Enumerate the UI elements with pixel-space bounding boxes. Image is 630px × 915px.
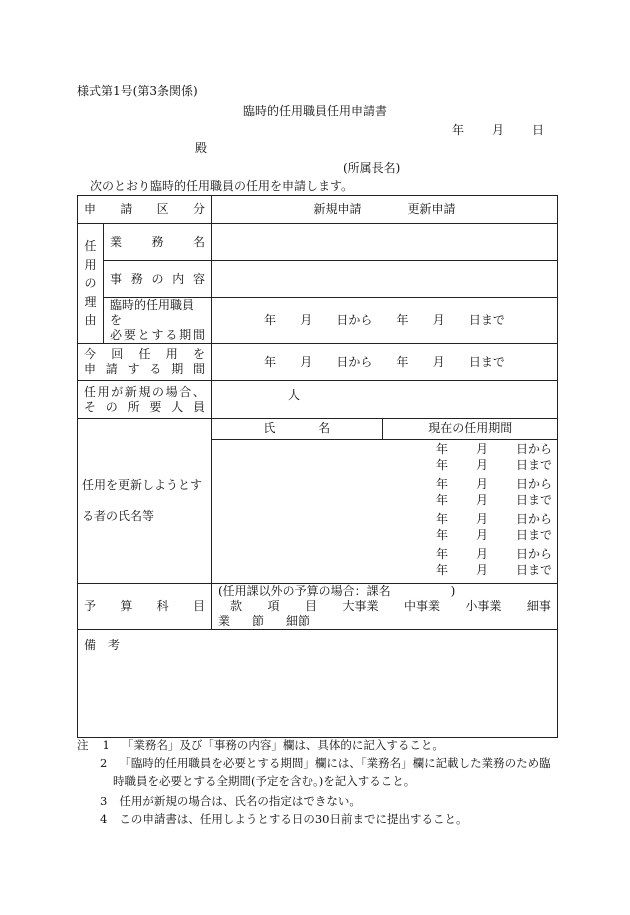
required-period-label: 臨時的任用職員を 必 要 と す る 期 間 <box>104 298 212 344</box>
application-type-label: 申 請 区 分 <box>78 196 212 224</box>
renew-period-4[interactable]: 年 月 日から 年 月 日まで <box>435 546 552 577</box>
headcount-label: 任 用 が 新 規 の 場 合 、 そ の 所 要 人 員 <box>78 381 212 419</box>
row-apply-period <box>78 344 558 381</box>
row-work-content <box>78 261 558 298</box>
form-code: 様式第1号(第3条関係) <box>77 84 198 98</box>
date-month: 月 <box>492 123 505 137</box>
remarks-label: 備 考 <box>84 638 121 652</box>
note-2: 2 「臨時的任用職員を必要とする期間」欄には、「業務名」欄に記載した業務のため臨 <box>100 756 551 770</box>
addressee: 殿 <box>195 141 208 155</box>
renew-period-2[interactable]: 年 月 日から 年 月 日まで <box>435 476 552 507</box>
name-header: 氏 名 <box>212 419 382 439</box>
note-2-continued: 時職員を必要とする全期間(予定を含む。)を記入すること。 <box>113 774 416 788</box>
renew-name-3[interactable] <box>212 510 382 545</box>
date-year: 年 <box>452 123 465 137</box>
headcount-field[interactable] <box>212 381 558 419</box>
row-headcount <box>78 381 558 419</box>
apply-period-label: 今 回 任 用 を 申 請 す る 期 間 <box>78 344 212 381</box>
work-name-label: 業 務 名 <box>104 224 212 261</box>
renewal-label: 任用を更新しようとす る者の氏名等 <box>78 419 212 584</box>
budget-note: (任用課以外の予算の場合：課名 ) <box>218 584 456 598</box>
current-period-header: 現在の任用期間 <box>382 419 558 439</box>
work-content-label: 事 務 の 内 容 <box>104 261 212 298</box>
application-form-table <box>77 195 558 738</box>
budget-label: 予 算 科 目 <box>78 584 212 630</box>
option-renew[interactable]: 更新申請 <box>407 202 456 216</box>
option-new[interactable]: 新規申請 <box>313 202 362 216</box>
row-required-period <box>78 298 558 344</box>
document-title: 臨時的任用職員任用申請書 <box>242 104 387 118</box>
renew-name-4[interactable] <box>212 545 382 580</box>
intro-text: 次のとおり臨時的任用職員の任用を申請します。 <box>90 179 354 193</box>
renewal-grid <box>212 419 558 584</box>
work-name-field[interactable] <box>212 224 558 261</box>
work-content-field[interactable] <box>212 261 558 298</box>
row-remarks <box>78 630 558 738</box>
row-application-type <box>78 196 558 224</box>
renew-period-3[interactable]: 年 月 日から 年 月 日まで <box>435 511 552 542</box>
apply-period-field[interactable]: 年 月 日から 年 月 日まで <box>212 344 558 381</box>
renew-name-1[interactable] <box>212 439 382 475</box>
remarks-field[interactable] <box>78 630 558 738</box>
row-budget <box>78 584 558 630</box>
application-type-options[interactable] <box>212 196 558 224</box>
row-work-name <box>78 224 558 261</box>
note-3: 3 任用が新規の場合は、氏名の指定はできない。 <box>100 794 361 808</box>
date-line <box>452 124 544 136</box>
affiliation-label: (所属長名) <box>343 161 401 175</box>
budget-field[interactable]: (任用課以外の予算の場合：課名 ) 款 項 目 大事業 中事業 小事業 細事 業 節 細節 <box>212 584 558 630</box>
note-1: 注 1 「業務名」及び「事務の内容」欄は、具体的に記入すること。 <box>77 738 444 752</box>
renew-period-1[interactable]: 年 月 日から 年 月 日まで <box>435 441 552 472</box>
renew-name-2[interactable] <box>212 475 382 510</box>
reason-label: 任 用 の 理 由 <box>78 224 104 344</box>
date-day: 日 <box>532 123 545 137</box>
headcount-unit: 人 <box>288 388 301 402</box>
required-period-field[interactable]: 年 月 日から 年 月 日まで <box>212 298 558 344</box>
row-renewal-names <box>78 419 558 584</box>
note-4: 4 この申請書は、任用しようとする日の30日前までに提出すること。 <box>100 812 468 826</box>
